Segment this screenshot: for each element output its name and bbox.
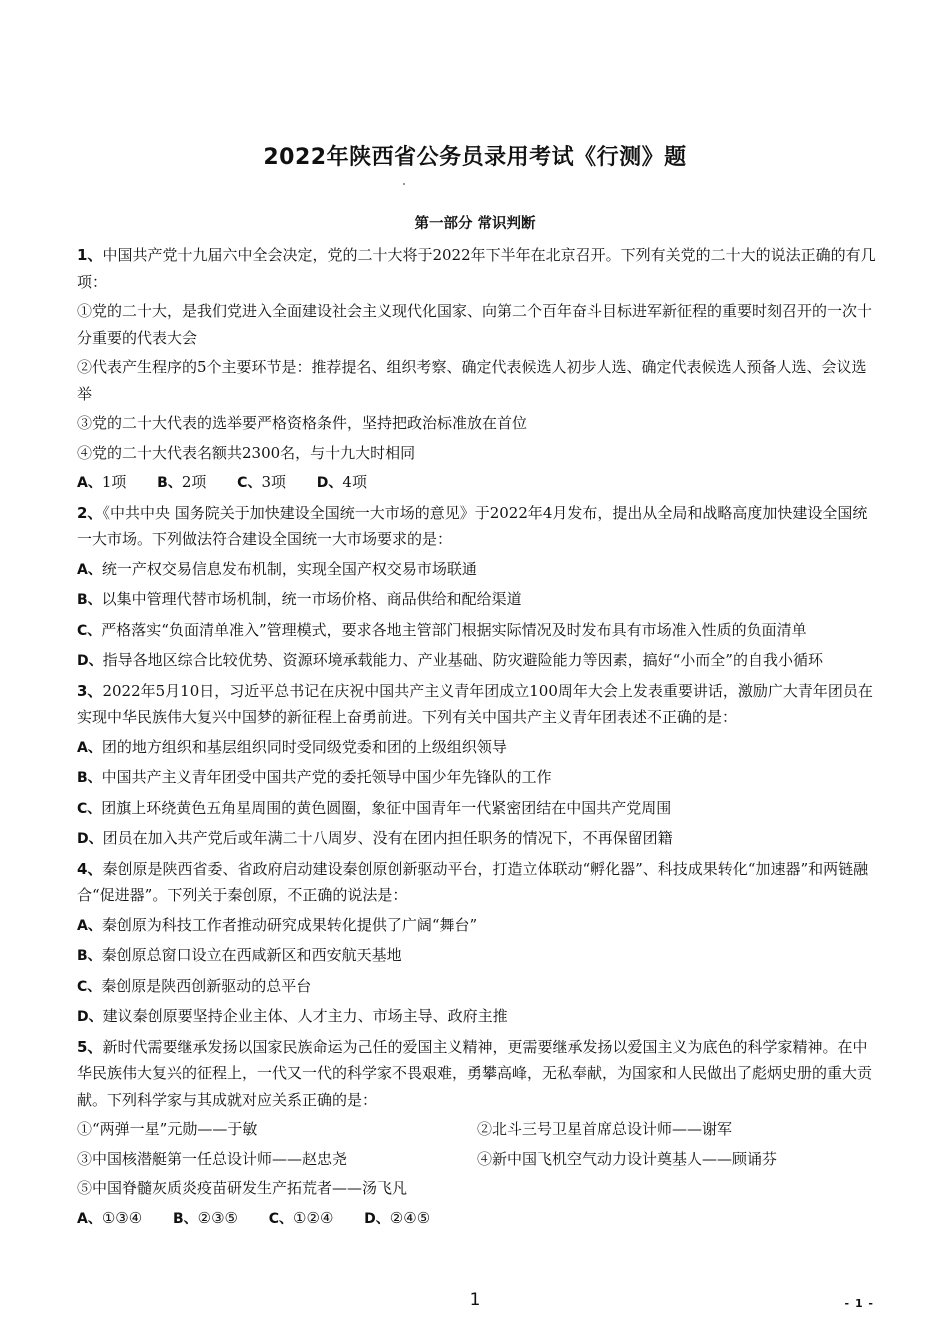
statement-item: ①党的二十大，是我们党进入全面建设社会主义现代化国家、向第二个百年奋斗目标进军新征程的重要时刻召开的一次十分重要的代表大会: [77, 302, 873, 347]
page-number: 1: [469, 1290, 481, 1310]
option-text: 秦创原是陕西创新驱动的总平台: [101, 976, 312, 995]
option-text: ①③④: [101, 1208, 143, 1227]
option-label: C、: [77, 978, 102, 995]
option-label: C、: [237, 475, 262, 491]
option-label: D、: [316, 475, 343, 491]
option-text: 秦创原为科技工作者推动研究成果转化提供了广阔“舞台”: [101, 915, 478, 934]
question-number: 3、: [77, 681, 103, 700]
question-number: 1、: [77, 246, 103, 264]
statement-item: ③党的二十大代表的选举要严格资格条件，坚持把政治标准放在首位: [77, 414, 528, 432]
answer-option: [77, 586, 877, 614]
option-label: A、: [77, 917, 102, 934]
option-label: D、: [77, 653, 103, 669]
question-1: [77, 242, 877, 497]
question-stem: [77, 856, 877, 909]
option-text: 严格落实“负面清单准入”管理模式，要求各地主管部门根据实际情况及时发布具有市场准入性质的负面清单: [101, 620, 807, 639]
answer-option: [77, 912, 877, 940]
option-text: 团旗上环绕黄色五角星周围的黄色圆圈，象征中国青年一代紧密团结在中国共产党周围: [101, 798, 672, 817]
option-label: B、: [172, 1210, 198, 1227]
option-label: A、: [77, 1210, 102, 1227]
option-text: 3项: [261, 473, 286, 491]
statement-item: ④新中国飞机空气动力设计奠基人——顾诵芬: [477, 1149, 778, 1168]
answer-option: [77, 942, 877, 970]
question-3: [77, 678, 877, 853]
option-label: B、: [77, 592, 102, 608]
option-label: D、: [77, 1009, 103, 1025]
option-text: 团员在加入共产党后或年满二十八周岁、没有在团内担任职务的情况下，不再保留团籍: [102, 829, 673, 847]
answer-option: [77, 734, 877, 762]
option-text: 指导各地区综合比较优势、资源环境承载能力、产业基础、防灾避险能力等因素，搞好“小而全”的自我小循环: [102, 651, 823, 669]
answer-option: [77, 825, 877, 853]
answer-option: [77, 764, 877, 792]
question-stem: [77, 678, 877, 731]
question-stem: [77, 242, 877, 295]
stray-dot: [403, 183, 405, 185]
section-heading: 第一部分 常识判断: [414, 216, 536, 232]
answer-option: [77, 647, 877, 675]
option-text: 建议秦创原要坚持企业主体、人才主力、市场主导、政府主推: [102, 1007, 508, 1025]
option-label: D、: [364, 1210, 390, 1227]
option-label: D、: [77, 831, 103, 847]
question-number: 2、: [77, 503, 103, 522]
answer-options: [77, 1205, 877, 1233]
option-text: 4项: [342, 473, 367, 491]
option-text: 团的地方组织和基层组织同时受同级党委和团的上级组织领导: [101, 737, 507, 756]
question-text: 2022年5月10日，习近平总书记在庆祝中国共产主义青年团成立100周年大会上发表重要讲话，激励广大青年团员在实现中华民族伟大复兴中国梦的新征程上奋勇前进。下列有关中国共产主义青年团表述不正确的是：: [77, 681, 873, 726]
option-label: C、: [77, 622, 102, 639]
statement-item: ①“两弹一星”元勋——于敏: [77, 1120, 258, 1138]
questions-body: [77, 242, 877, 1235]
option-text: ②④⑤: [389, 1208, 431, 1227]
option-label: C、: [77, 800, 102, 817]
page-number-corner: - 1 -: [844, 1297, 874, 1310]
option-label: A、: [77, 739, 102, 756]
document-title: 2022年陕西省公务员录用考试《行测》题: [263, 145, 687, 170]
question-stem: [77, 500, 877, 553]
option-text: 以集中管理代替市场机制，统一市场价格、商品供给和配给渠道: [101, 590, 522, 608]
question-text: 秦创原是陕西省委、省政府启动建设秦创原创新驱动平台，打造立体联动“孵化器”、科技成果转化“加速器”和两链融合“促进器”。下列关于秦创原，不正确的说法是：: [77, 859, 869, 904]
statement-item: ③中国核潜艇第一任总设计师——赵忠尧: [77, 1149, 348, 1168]
option-label: B、: [77, 770, 102, 786]
answer-options: [77, 469, 877, 497]
statement-item: ②代表产生程序的5个主要环节是：推荐提名、组织考察、确定代表候选人初步人选、确定代表候选人预备人选、会议选举: [77, 358, 867, 403]
question-text: 新时代需要继承发扬以国家民族命运为己任的爱国主义精神，更需要继承发扬以爱国主义为底色的科学家精神。在中华民族伟大复兴的征程上，一代又一代的科学家不畏艰难，勇攀高峰，无私奉献，为国家和人民做出了彪炳史册的重大贡献。下列科学家与其成就对应关系正确的是：: [77, 1037, 873, 1109]
statement-item: ⑤中国脊髓灰质炎疫苗研发生产拓荒者——汤飞凡: [77, 1179, 408, 1197]
option-text: 统一产权交易信息发布机制，实现全国产权交易市场联通: [101, 559, 477, 578]
answer-option: [77, 1003, 877, 1031]
statement-item: ②北斗三号卫星首席总设计师——谢军: [477, 1120, 733, 1138]
answer-option: [77, 556, 877, 584]
question-number: 4、: [77, 859, 103, 878]
question-4: [77, 856, 877, 1031]
question-2: [77, 500, 877, 675]
option-label: A、: [77, 475, 102, 491]
option-label: B、: [157, 475, 182, 491]
option-label: B、: [77, 948, 102, 964]
option-label: C、: [268, 1210, 294, 1227]
option-text: 中国共产主义青年团受中国共产党的委托领导中国少年先锋队的工作: [101, 768, 552, 786]
option-text: 1项: [101, 473, 127, 491]
question-5: [77, 1034, 877, 1233]
question-number: 5、: [77, 1037, 103, 1056]
option-text: 秦创原总窗口设立在西咸新区和西安航天基地: [101, 946, 402, 964]
statement-row: [77, 1116, 877, 1143]
answer-option: [77, 795, 877, 823]
option-text: ②③⑤: [197, 1208, 238, 1227]
question-stem: [77, 1034, 877, 1114]
question-text: 《中共中央 国务院关于加快建设全国统一大市场的意见》于2022年4月发布，提出从全局和战略高度加快建设全国统一大市场。下列做法符合建设全国统一大市场要求的是：: [77, 503, 868, 548]
option-label: A、: [77, 561, 102, 578]
statement-row: [77, 1146, 877, 1173]
question-text: 中国共产党十九届六中全会决定，党的二十大将于2022年下半年在北京召开。下列有关党的二十大的说法正确的有几项：: [77, 246, 876, 291]
option-text: 2项: [181, 473, 207, 491]
answer-option: [77, 973, 877, 1001]
option-text: ①②④: [293, 1208, 334, 1227]
answer-option: [77, 617, 877, 645]
statement-item: ④党的二十大代表名额共2300名，与十九大时相同: [77, 443, 416, 462]
